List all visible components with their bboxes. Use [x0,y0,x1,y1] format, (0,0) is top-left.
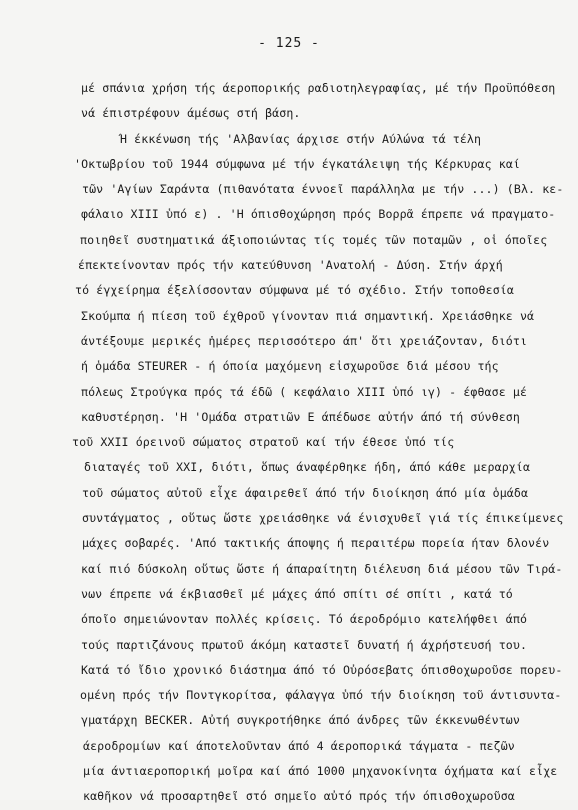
text-line: καί πιό δύσκολη οὕτως ὥστε ή άπαραίτητη διέλευση διά μέσου τῶν Τιρά- [81,561,563,576]
page-number: - 125 - [258,36,320,51]
text-line: καθυστέρηση. 'Η 'Ομάδα στρατιῶν Ε άπέδωσε αὐτήν άπό τή σύνθεση [81,409,520,424]
text-line: άεροδρομίων καί άποτελοῦνταν άπό 4 άεροπορικά τάγματα - πεζῶν [83,738,515,753]
body-text [64,76,564,810]
text-line: ή ὁμάδα STEURER - ή όποία μαχόμενη εἰσχωροῦσε διά μέσου τής [81,359,499,374]
text-line: Ή έκκένωση τής 'Αλβανίας άρχισε στήν Αύλώνα τά τέλη [120,131,482,146]
text-line: τοῦ σώματος αὐτοῦ εἶχε άφαιρεθεῖ άπό τήν διοίκηση άπό μία ὁμάδα [82,485,529,500]
text-line: τό έγχείρημα έξελίσσονταν σύμφωνα μέ τό σχέδιο. Στήν τοποθεσία [75,283,514,298]
text-line: τοῦ XXII όρεινοῦ σώματος στρατοῦ καί τήν έθεσε ὑπό τίς [72,435,455,450]
text-line: 'Οκτωβρίου τοῦ 1944 σύμφωνα μέ τήν έγκατάλειψη τής Κέρκυρας καί [74,156,521,171]
text-line: γματάρχη BECKER. Αὐτή συγκροτήθηκε άπό άνδρες τῶν έκκενωθέντων [81,713,520,728]
text-line: άντέξουμε μερικές ἡμέρες περισσότερο άπ' ὅτι χρειάζονταν, διότι [81,333,528,348]
text-line: φάλαιο XIII ὑπό ε) . 'Η όπισθοχώρηση πρός Βορρᾶ έπρεπε νά πραγματο- [81,207,556,222]
text-line: έπεκτείνονταν πρός τήν κατεύθυνση 'Ανατολή - Δύση. Στήν άρχή [78,258,503,273]
text-line: Κατά τό ἴδιο χρονικό διάστημα άπό τό Οὐρόσεβατς όπισθοχωροῦσε πορευ- [81,662,563,677]
text-line: μάχες σοβαρές. 'Από τακτικής άποψης ή περαιτέρω πορεία ήταν δλονέν [82,536,550,551]
text-line: τούς παρτιζάνους πρωτοῦ άκόμη καταστεῖ δυνατή ή άχρήστευσή του. [81,637,528,652]
text-line: νων έπρεπε νά έκβιασθεῖ μέ μάχες άπό σπίτι σέ σπίτι , κατά τό [81,586,513,601]
text-line: μία άντιαεροπορική μοῖρα καί άπό 1000 μηχανοκίνητα όχήματα καί εἶχε [83,764,558,779]
text-line: ομένη πρός τήν Ποντγκορίτσα, φάλαγγα ὑπό τήν διοίκηση τοῦ άντισυντα- [80,688,562,703]
text-line: τῶν 'Αγίων Σαράντα (πιθανότατα έννοεῖ παράλληλα με τήν ...) (Βλ. κε- [82,182,564,197]
text-line: όποῖο σημειώνονταν πολλές κρίσεις. Τό άεροδρόμιο κατελήφθει άπό [81,612,528,627]
text-line: πόλεως Στρούγκα πρός τά έδῶ ( κεφάλαιο XIII ὑπό ιγ) - έφθασε μέ [81,384,528,399]
text-line: ποιηθεῖ συστηματικά άξιοποιώντας τίς τομές τῶν ποταμῶν , οἱ όποῖες [80,232,548,247]
text-line: συντάγματος , οὕτως ὥστε χρειάσθηκε νά ένισχυθεῖ γιά τίς έπικείμενες [82,511,564,526]
text-line: Σκούμπα ή πίεση τοῦ έχθροῦ γίνονταν πιά σημαντική. Χρειάσθηκε νά [81,308,535,323]
text-line: μέ σπάνια χρήση τής άεροπορικής ραδιοτηλεγραφίας, μέ τήν Προϋπόθεση [81,81,556,95]
text-line: νά έπιστρέφουν άμέσως στή βάση. [81,106,301,121]
text-line: διαταγές τοῦ XXI, διότι, ὅπως άναφέρθηκε ήδη, άπό κάθε μεραρχία [84,460,531,475]
text-line: καθῆκον νά προσαρτηθεῖ στό σημεῖο αὐτό πρός τήν όπισθοχωροῦσα [83,789,515,804]
